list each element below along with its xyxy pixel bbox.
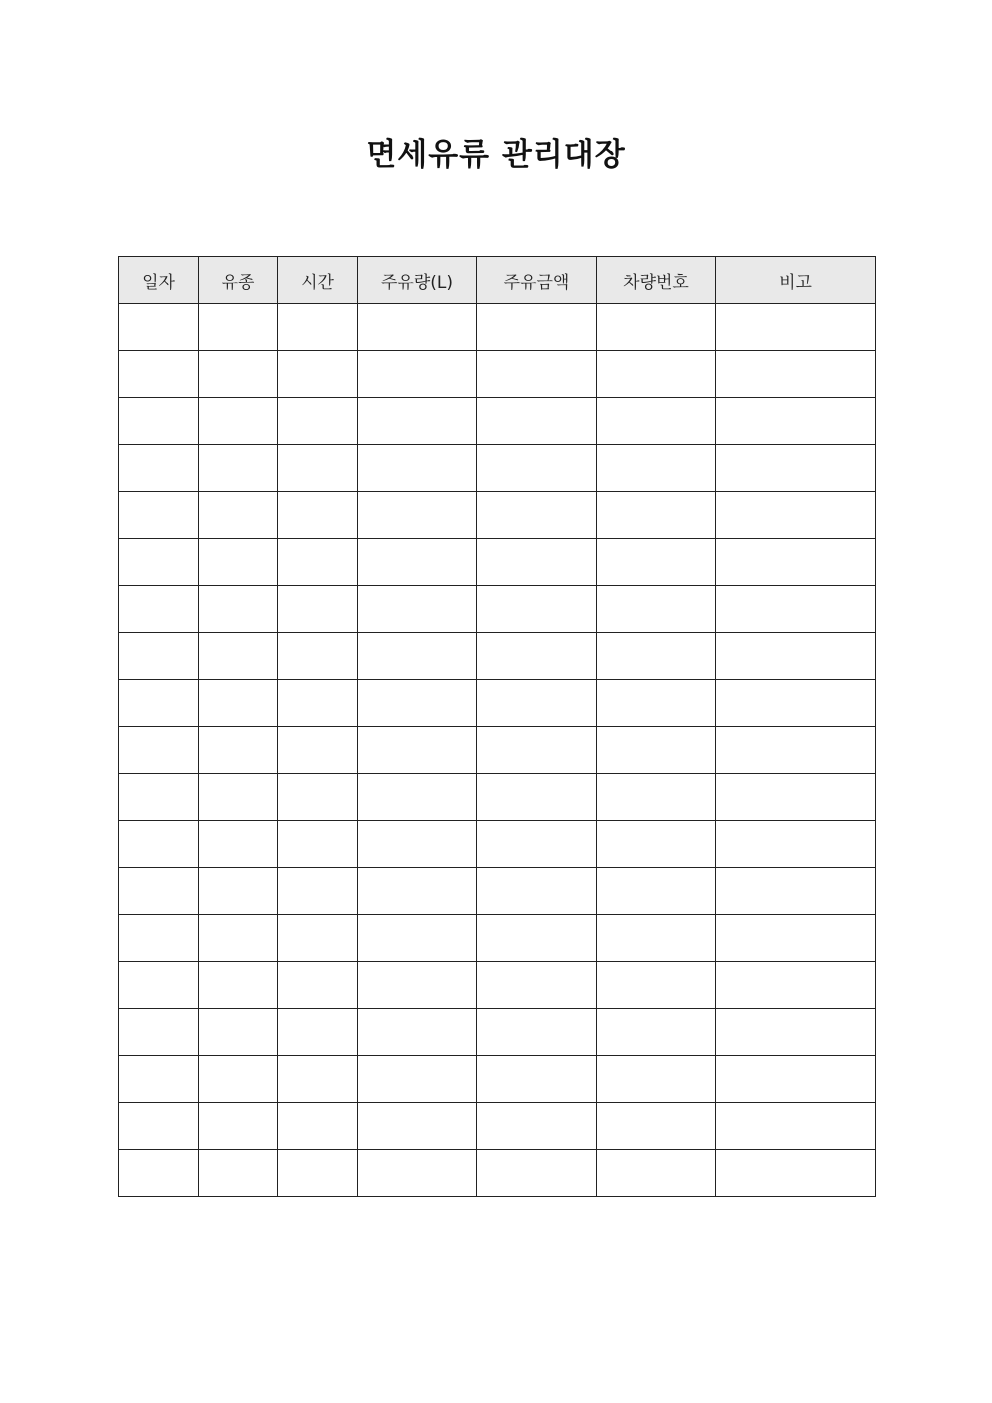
cell-time[interactable] — [278, 633, 358, 680]
table-row — [119, 539, 876, 586]
cell-fuel-amount[interactable] — [358, 915, 477, 962]
cell-date[interactable] — [119, 868, 199, 915]
header-remarks: 비고 — [716, 257, 876, 304]
cell-fuel-type[interactable] — [199, 868, 278, 915]
cell-fuel-amount[interactable] — [358, 1103, 477, 1150]
cell-remarks[interactable] — [716, 445, 876, 492]
cell-fuel-cost[interactable] — [477, 1009, 597, 1056]
cell-fuel-cost[interactable] — [477, 680, 597, 727]
cell-remarks[interactable] — [716, 1150, 876, 1197]
table-row — [119, 398, 876, 445]
cell-time[interactable] — [278, 1150, 358, 1197]
cell-time[interactable] — [278, 680, 358, 727]
header-time: 시간 — [278, 257, 358, 304]
cell-fuel-amount[interactable] — [358, 539, 477, 586]
cell-fuel-cost[interactable] — [477, 1103, 597, 1150]
cell-fuel-amount[interactable] — [358, 868, 477, 915]
cell-date[interactable] — [119, 727, 199, 774]
table-row — [119, 304, 876, 351]
header-fuel-type: 유종 — [199, 257, 278, 304]
cell-fuel-type[interactable] — [199, 304, 278, 351]
cell-fuel-amount[interactable] — [358, 1056, 477, 1103]
cell-date[interactable] — [119, 492, 199, 539]
cell-vehicle-number[interactable] — [597, 304, 716, 351]
cell-date[interactable] — [119, 398, 199, 445]
page-title: 면세유류 관리대장 — [366, 137, 626, 173]
cell-time[interactable] — [278, 1103, 358, 1150]
cell-fuel-amount[interactable] — [358, 351, 477, 398]
cell-vehicle-number[interactable] — [597, 868, 716, 915]
cell-fuel-amount[interactable] — [358, 1150, 477, 1197]
cell-fuel-type[interactable] — [199, 821, 278, 868]
cell-vehicle-number[interactable] — [597, 915, 716, 962]
cell-remarks[interactable] — [716, 586, 876, 633]
cell-date[interactable] — [119, 962, 199, 1009]
cell-date[interactable] — [119, 304, 199, 351]
cell-time[interactable] — [278, 398, 358, 445]
cell-fuel-cost[interactable] — [477, 304, 597, 351]
cell-remarks[interactable] — [716, 915, 876, 962]
cell-vehicle-number[interactable] — [597, 1103, 716, 1150]
cell-fuel-type[interactable] — [199, 1103, 278, 1150]
cell-remarks[interactable] — [716, 821, 876, 868]
cell-fuel-amount[interactable] — [358, 633, 477, 680]
cell-fuel-amount[interactable] — [358, 727, 477, 774]
cell-fuel-amount[interactable] — [358, 962, 477, 1009]
cell-vehicle-number[interactable] — [597, 492, 716, 539]
cell-time[interactable] — [278, 586, 358, 633]
cell-remarks[interactable] — [716, 1103, 876, 1150]
cell-fuel-amount[interactable] — [358, 492, 477, 539]
cell-date[interactable] — [119, 1056, 199, 1103]
cell-date[interactable] — [119, 1103, 199, 1150]
cell-time[interactable] — [278, 962, 358, 1009]
cell-fuel-cost[interactable] — [477, 774, 597, 821]
cell-fuel-cost[interactable] — [477, 539, 597, 586]
cell-remarks[interactable] — [716, 539, 876, 586]
cell-fuel-amount[interactable] — [358, 1009, 477, 1056]
cell-fuel-type[interactable] — [199, 633, 278, 680]
cell-remarks[interactable] — [716, 351, 876, 398]
cell-vehicle-number[interactable] — [597, 586, 716, 633]
cell-vehicle-number[interactable] — [597, 1150, 716, 1197]
cell-time[interactable] — [278, 774, 358, 821]
table-row — [119, 633, 876, 680]
cell-vehicle-number[interactable] — [597, 351, 716, 398]
cell-date[interactable] — [119, 351, 199, 398]
cell-fuel-type[interactable] — [199, 492, 278, 539]
fuel-ledger-table — [118, 256, 876, 1197]
cell-fuel-amount[interactable] — [358, 586, 477, 633]
cell-fuel-cost[interactable] — [477, 586, 597, 633]
cell-remarks[interactable] — [716, 492, 876, 539]
table-body — [119, 304, 876, 1197]
cell-date[interactable] — [119, 821, 199, 868]
cell-time[interactable] — [278, 492, 358, 539]
cell-fuel-cost[interactable] — [477, 962, 597, 1009]
cell-fuel-cost[interactable] — [477, 727, 597, 774]
cell-time[interactable] — [278, 304, 358, 351]
cell-remarks[interactable] — [716, 727, 876, 774]
cell-fuel-cost[interactable] — [477, 445, 597, 492]
cell-fuel-type[interactable] — [199, 680, 278, 727]
cell-date[interactable] — [119, 586, 199, 633]
cell-remarks[interactable] — [716, 868, 876, 915]
cell-time[interactable] — [278, 1009, 358, 1056]
cell-fuel-type[interactable] — [199, 539, 278, 586]
cell-date[interactable] — [119, 539, 199, 586]
cell-fuel-amount[interactable] — [358, 821, 477, 868]
cell-vehicle-number[interactable] — [597, 445, 716, 492]
cell-remarks[interactable] — [716, 1056, 876, 1103]
cell-vehicle-number[interactable] — [597, 680, 716, 727]
cell-fuel-cost[interactable] — [477, 821, 597, 868]
table-row — [119, 1150, 876, 1197]
cell-vehicle-number[interactable] — [597, 633, 716, 680]
cell-fuel-type[interactable] — [199, 351, 278, 398]
cell-time[interactable] — [278, 351, 358, 398]
cell-date[interactable] — [119, 915, 199, 962]
cell-remarks[interactable] — [716, 680, 876, 727]
cell-time[interactable] — [278, 915, 358, 962]
cell-fuel-type[interactable] — [199, 1150, 278, 1197]
table-row — [119, 915, 876, 962]
header-fuel-cost: 주유금액 — [477, 257, 597, 304]
cell-time[interactable] — [278, 868, 358, 915]
table-row — [119, 727, 876, 774]
table-row — [119, 1103, 876, 1150]
table-header-row — [119, 257, 876, 304]
cell-fuel-type[interactable] — [199, 586, 278, 633]
cell-remarks[interactable] — [716, 633, 876, 680]
cell-fuel-cost[interactable] — [477, 398, 597, 445]
cell-remarks[interactable] — [716, 398, 876, 445]
cell-fuel-type[interactable] — [199, 915, 278, 962]
cell-fuel-amount[interactable] — [358, 304, 477, 351]
cell-date[interactable] — [119, 1009, 199, 1056]
cell-vehicle-number[interactable] — [597, 539, 716, 586]
cell-fuel-type[interactable] — [199, 962, 278, 1009]
cell-vehicle-number[interactable] — [597, 398, 716, 445]
cell-date[interactable] — [119, 1150, 199, 1197]
header-fuel-amount: 주유량(L) — [358, 257, 477, 304]
cell-fuel-type[interactable] — [199, 1056, 278, 1103]
header-vehicle-number: 차량번호 — [597, 257, 716, 304]
cell-fuel-cost[interactable] — [477, 915, 597, 962]
cell-date[interactable] — [119, 633, 199, 680]
table-row — [119, 492, 876, 539]
table-row — [119, 351, 876, 398]
cell-time[interactable] — [278, 1056, 358, 1103]
cell-vehicle-number[interactable] — [597, 1009, 716, 1056]
cell-vehicle-number[interactable] — [597, 821, 716, 868]
cell-date[interactable] — [119, 774, 199, 821]
cell-remarks[interactable] — [716, 304, 876, 351]
cell-time[interactable] — [278, 539, 358, 586]
cell-vehicle-number[interactable] — [597, 727, 716, 774]
cell-fuel-amount[interactable] — [358, 680, 477, 727]
table-row — [119, 962, 876, 1009]
table-row — [119, 680, 876, 727]
cell-fuel-type[interactable] — [199, 1009, 278, 1056]
table-row — [119, 586, 876, 633]
cell-fuel-amount[interactable] — [358, 445, 477, 492]
cell-vehicle-number[interactable] — [597, 1056, 716, 1103]
cell-fuel-cost[interactable] — [477, 868, 597, 915]
header-date: 일자 — [119, 257, 199, 304]
cell-time[interactable] — [278, 727, 358, 774]
cell-fuel-amount[interactable] — [358, 398, 477, 445]
cell-time[interactable] — [278, 821, 358, 868]
cell-time[interactable] — [278, 445, 358, 492]
cell-date[interactable] — [119, 445, 199, 492]
table-row — [119, 821, 876, 868]
cell-fuel-cost[interactable] — [477, 351, 597, 398]
cell-fuel-type[interactable] — [199, 774, 278, 821]
cell-fuel-type[interactable] — [199, 445, 278, 492]
cell-remarks[interactable] — [716, 1009, 876, 1056]
table-row — [119, 774, 876, 821]
table-row — [119, 1056, 876, 1103]
cell-vehicle-number[interactable] — [597, 962, 716, 1009]
cell-fuel-type[interactable] — [199, 727, 278, 774]
table-row — [119, 445, 876, 492]
cell-date[interactable] — [119, 680, 199, 727]
table-row — [119, 868, 876, 915]
cell-remarks[interactable] — [716, 962, 876, 1009]
cell-remarks[interactable] — [716, 774, 876, 821]
table-row — [119, 1009, 876, 1056]
cell-fuel-cost[interactable] — [477, 633, 597, 680]
cell-fuel-type[interactable] — [199, 398, 278, 445]
cell-fuel-cost[interactable] — [477, 492, 597, 539]
cell-vehicle-number[interactable] — [597, 774, 716, 821]
cell-fuel-amount[interactable] — [358, 774, 477, 821]
cell-fuel-cost[interactable] — [477, 1056, 597, 1103]
cell-fuel-cost[interactable] — [477, 1150, 597, 1197]
